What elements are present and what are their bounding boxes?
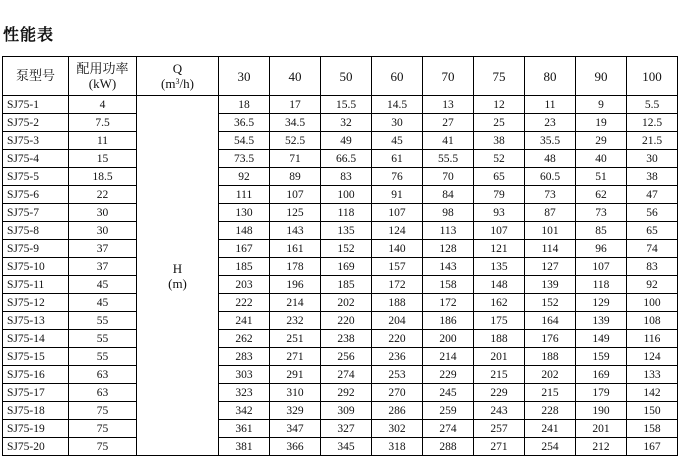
head-value-cell: 228 [525, 402, 576, 420]
head-value-cell: 274 [423, 420, 474, 438]
table-row [3, 294, 678, 312]
head-value-cell: 202 [321, 294, 372, 312]
power-cell: 18.5 [69, 168, 137, 186]
head-value-cell: 98 [423, 204, 474, 222]
head-value-cell: 176 [525, 330, 576, 348]
power-cell: 55 [69, 312, 137, 330]
model-cell: SJ75-6 [3, 186, 69, 204]
head-value-cell: 83 [321, 168, 372, 186]
head-value-cell: 118 [321, 204, 372, 222]
head-value-cell: 127 [525, 258, 576, 276]
head-value-cell: 65 [627, 222, 678, 240]
power-cell: 30 [69, 204, 137, 222]
head-unit: (m) [168, 275, 187, 291]
head-value-cell: 85 [576, 222, 627, 240]
head-value-cell: 190 [576, 402, 627, 420]
head-value-cell: 135 [474, 258, 525, 276]
model-cell: SJ75-18 [3, 402, 69, 420]
model-cell: SJ75-14 [3, 330, 69, 348]
header-flow-value: 60 [372, 57, 423, 96]
head-value-cell: 309 [321, 402, 372, 420]
head-value-cell: 318 [372, 438, 423, 456]
head-value-cell: 73 [576, 204, 627, 222]
head-value-cell: 12.5 [627, 114, 678, 132]
head-value-cell: 220 [321, 312, 372, 330]
head-value-cell: 54.5 [219, 132, 270, 150]
table-row [3, 132, 678, 150]
head-value-cell: 51 [576, 168, 627, 186]
model-cell: SJ75-1 [3, 96, 69, 114]
head-value-cell: 220 [372, 330, 423, 348]
head-value-cell: 107 [474, 222, 525, 240]
table-row [3, 96, 678, 114]
head-value-cell: 179 [576, 384, 627, 402]
head-value-cell: 47 [627, 186, 678, 204]
head-value-cell: 35.5 [525, 132, 576, 150]
table-row [3, 150, 678, 168]
head-value-cell: 143 [270, 222, 321, 240]
head-value-cell: 164 [525, 312, 576, 330]
head-value-cell: 19 [576, 114, 627, 132]
head-value-cell: 12 [474, 96, 525, 114]
table-row [3, 384, 678, 402]
head-value-cell: 111 [219, 186, 270, 204]
table-row [3, 402, 678, 420]
head-value-cell: 172 [423, 294, 474, 312]
head-value-cell: 25 [474, 114, 525, 132]
header-flow-value: 30 [219, 57, 270, 96]
head-value-cell: 93 [474, 204, 525, 222]
head-value-cell: 45 [372, 132, 423, 150]
head-value-cell: 49 [321, 132, 372, 150]
head-value-cell: 140 [372, 240, 423, 258]
head-value-cell: 41 [423, 132, 474, 150]
head-value-cell: 124 [627, 348, 678, 366]
head-value-cell: 241 [525, 420, 576, 438]
head-value-cell: 188 [525, 348, 576, 366]
head-value-cell: 254 [525, 438, 576, 456]
model-cell: SJ75-2 [3, 114, 69, 132]
head-value-cell: 303 [219, 366, 270, 384]
header-flow-unit: $(m^3/h)$ [161, 76, 194, 91]
head-value-cell: 271 [270, 348, 321, 366]
head-value-cell: 152 [525, 294, 576, 312]
head-value-cell: 152 [321, 240, 372, 258]
head-value-cell: 148 [474, 276, 525, 294]
head-value-cell: 70 [423, 168, 474, 186]
head-value-cell: 96 [576, 240, 627, 258]
head-value-cell: 71 [270, 150, 321, 168]
model-cell: SJ75-9 [3, 240, 69, 258]
head-value-cell: 323 [219, 384, 270, 402]
table-row [3, 168, 678, 186]
head-value-cell: 186 [423, 312, 474, 330]
head-value-cell: 288 [423, 438, 474, 456]
head-value-cell: 21.5 [627, 132, 678, 150]
head-value-cell: 121 [474, 240, 525, 258]
head-value-cell: 201 [576, 420, 627, 438]
header-power [69, 57, 137, 96]
head-value-cell: 55.5 [423, 150, 474, 168]
head-value-cell: 271 [474, 438, 525, 456]
head-value-cell: 203 [219, 276, 270, 294]
head-value-cell: 65 [474, 168, 525, 186]
power-cell: 63 [69, 384, 137, 402]
power-cell: 55 [69, 330, 137, 348]
head-value-cell: 23 [525, 114, 576, 132]
power-cell: 75 [69, 438, 137, 456]
head-value-cell: 27 [423, 114, 474, 132]
model-cell: SJ75-4 [3, 150, 69, 168]
head-value-cell: 292 [321, 384, 372, 402]
head-value-cell: 361 [219, 420, 270, 438]
head-value-cell: 291 [270, 366, 321, 384]
head-value-cell: 148 [219, 222, 270, 240]
model-cell: SJ75-3 [3, 132, 69, 150]
table-row [3, 186, 678, 204]
head-value-cell: 345 [321, 438, 372, 456]
head-value-cell: 172 [372, 276, 423, 294]
header-flow-value: 70 [423, 57, 474, 96]
head-value-cell: 11 [525, 96, 576, 114]
head-value-cell: 342 [219, 402, 270, 420]
power-cell: 55 [69, 348, 137, 366]
power-cell: 11 [69, 132, 137, 150]
head-value-cell: 196 [270, 276, 321, 294]
head-value-cell: 167 [219, 240, 270, 258]
header-flow [137, 57, 219, 96]
power-cell: 75 [69, 402, 137, 420]
head-value-cell: 48 [525, 150, 576, 168]
head-value-cell: 169 [576, 366, 627, 384]
head-value-cell: 15.5 [321, 96, 372, 114]
head-value-cell: 259 [423, 402, 474, 420]
head-value-cell: 143 [423, 258, 474, 276]
head-value-cell: 212 [576, 438, 627, 456]
head-value-cell: 128 [423, 240, 474, 258]
head-value-cell: 251 [270, 330, 321, 348]
head-value-cell: 18 [219, 96, 270, 114]
head-value-cell: 83 [627, 258, 678, 276]
model-cell: SJ75-7 [3, 204, 69, 222]
head-value-cell: 129 [576, 294, 627, 312]
power-cell: 63 [69, 366, 137, 384]
head-value-cell: 178 [270, 258, 321, 276]
head-value-cell: 89 [270, 168, 321, 186]
head-value-cell: 30 [372, 114, 423, 132]
table-row [3, 204, 678, 222]
head-value-cell: 61 [372, 150, 423, 168]
head-value-cell: 135 [321, 222, 372, 240]
head-value-cell: 159 [576, 348, 627, 366]
table-row [3, 276, 678, 294]
head-value-cell: 257 [474, 420, 525, 438]
power-cell: 45 [69, 276, 137, 294]
table-row [3, 258, 678, 276]
table-row [3, 330, 678, 348]
head-value-cell: 238 [321, 330, 372, 348]
head-value-cell: 185 [321, 276, 372, 294]
table-row [3, 438, 678, 456]
head-value-cell: 283 [219, 348, 270, 366]
head-value-cell: 150 [627, 402, 678, 420]
head-value-cell: 347 [270, 420, 321, 438]
head-value-cell: 229 [474, 384, 525, 402]
head-value-cell: 114 [525, 240, 576, 258]
head-value-cell: 62 [576, 186, 627, 204]
head-label: H [172, 260, 183, 276]
head-value-cell: 329 [270, 402, 321, 420]
head-value-cell: 100 [321, 186, 372, 204]
head-value-cell: 286 [372, 402, 423, 420]
head-value-cell: 73.5 [219, 150, 270, 168]
header-flow-value: 90 [576, 57, 627, 96]
head-value-cell: 167 [627, 438, 678, 456]
head-value-cell: 139 [576, 312, 627, 330]
power-cell: 7.5 [69, 114, 137, 132]
head-value-cell: 185 [219, 258, 270, 276]
head-value-cell: 253 [372, 366, 423, 384]
header-power-unit: (kW) [88, 76, 117, 91]
power-cell: 4 [69, 96, 137, 114]
head-value-cell: 56 [627, 204, 678, 222]
head-value-cell: 79 [474, 186, 525, 204]
head-value-cell: 38 [474, 132, 525, 150]
power-cell: 22 [69, 186, 137, 204]
power-cell: 75 [69, 420, 137, 438]
head-value-cell: 149 [576, 330, 627, 348]
head-value-cell: 60.5 [525, 168, 576, 186]
head-value-cell: 381 [219, 438, 270, 456]
table-row [3, 240, 678, 258]
head-value-cell: 204 [372, 312, 423, 330]
head-value-cell: 243 [474, 402, 525, 420]
head-value-cell: 241 [219, 312, 270, 330]
head-value-cell: 101 [525, 222, 576, 240]
power-cell: 37 [69, 258, 137, 276]
power-cell: 37 [69, 240, 137, 258]
head-value-cell: 116 [627, 330, 678, 348]
power-cell: 15 [69, 150, 137, 168]
header-flow-value: 50 [321, 57, 372, 96]
head-value-cell: 162 [474, 294, 525, 312]
head-value-cell: 256 [321, 348, 372, 366]
page-title: 性能表 [3, 25, 55, 44]
head-value-cell: 175 [474, 312, 525, 330]
header-power-label: 配用功率 [76, 61, 129, 76]
head-value-cell: 52.5 [270, 132, 321, 150]
power-cell: 30 [69, 222, 137, 240]
head-value-cell: 108 [627, 312, 678, 330]
head-value-cell: 229 [423, 366, 474, 384]
head-value-cell: 52 [474, 150, 525, 168]
model-cell: SJ75-17 [3, 384, 69, 402]
table-row [3, 114, 678, 132]
model-cell: SJ75-12 [3, 294, 69, 312]
header-row [3, 57, 678, 96]
model-cell: SJ75-20 [3, 438, 69, 456]
head-value-cell: 133 [627, 366, 678, 384]
head-value-cell: 169 [321, 258, 372, 276]
head-value-cell: 201 [474, 348, 525, 366]
head-axis-label [137, 96, 219, 456]
model-cell: SJ75-16 [3, 366, 69, 384]
head-value-cell: 14.5 [372, 96, 423, 114]
table-row [3, 348, 678, 366]
head-value-cell: 107 [270, 186, 321, 204]
head-value-cell: 84 [423, 186, 474, 204]
table-row [3, 420, 678, 438]
head-value-cell: 40 [576, 150, 627, 168]
head-value-cell: 107 [372, 204, 423, 222]
head-value-cell: 5.5 [627, 96, 678, 114]
head-value-cell: 17 [270, 96, 321, 114]
head-value-cell: 32 [321, 114, 372, 132]
head-value-cell: 302 [372, 420, 423, 438]
head-value-cell: 9 [576, 96, 627, 114]
performance-table [2, 56, 678, 456]
head-value-cell: 66.5 [321, 150, 372, 168]
head-value-cell: 215 [474, 366, 525, 384]
head-value-cell: 157 [372, 258, 423, 276]
header-flow-value: 40 [270, 57, 321, 96]
head-value-cell: 161 [270, 240, 321, 258]
head-value-cell: 30 [627, 150, 678, 168]
head-value-cell: 113 [423, 222, 474, 240]
head-value-cell: 366 [270, 438, 321, 456]
header-flow-value: 75 [474, 57, 525, 96]
head-value-cell: 188 [372, 294, 423, 312]
head-value-cell: 130 [219, 204, 270, 222]
model-cell: SJ75-19 [3, 420, 69, 438]
head-value-cell: 118 [576, 276, 627, 294]
head-value-cell: 29 [576, 132, 627, 150]
head-value-cell: 310 [270, 384, 321, 402]
head-value-cell: 214 [423, 348, 474, 366]
head-value-cell: 124 [372, 222, 423, 240]
head-value-cell: 107 [576, 258, 627, 276]
head-value-cell: 92 [219, 168, 270, 186]
header-flow-label: Q [172, 61, 183, 76]
head-value-cell: 142 [627, 384, 678, 402]
head-value-cell: 232 [270, 312, 321, 330]
head-value-cell: 245 [423, 384, 474, 402]
header-flow-value: 100 [627, 57, 678, 96]
head-value-cell: 91 [372, 186, 423, 204]
header-flow-value: 80 [525, 57, 576, 96]
head-value-cell: 74 [627, 240, 678, 258]
table-row [3, 366, 678, 384]
head-value-cell: 215 [525, 384, 576, 402]
model-cell: SJ75-15 [3, 348, 69, 366]
head-value-cell: 125 [270, 204, 321, 222]
model-cell: SJ75-5 [3, 168, 69, 186]
head-value-cell: 36.5 [219, 114, 270, 132]
head-value-cell: 34.5 [270, 114, 321, 132]
head-value-cell: 222 [219, 294, 270, 312]
head-value-cell: 327 [321, 420, 372, 438]
model-cell: SJ75-8 [3, 222, 69, 240]
head-value-cell: 87 [525, 204, 576, 222]
head-value-cell: 76 [372, 168, 423, 186]
head-value-cell: 214 [270, 294, 321, 312]
head-value-cell: 92 [627, 276, 678, 294]
head-value-cell: 236 [372, 348, 423, 366]
head-value-cell: 13 [423, 96, 474, 114]
head-value-cell: 262 [219, 330, 270, 348]
head-value-cell: 38 [627, 168, 678, 186]
head-value-cell: 139 [525, 276, 576, 294]
model-cell: SJ75-11 [3, 276, 69, 294]
head-value-cell: 73 [525, 186, 576, 204]
head-value-cell: 202 [525, 366, 576, 384]
power-cell: 45 [69, 294, 137, 312]
table-row [3, 312, 678, 330]
head-value-cell: 158 [627, 420, 678, 438]
model-cell: SJ75-10 [3, 258, 69, 276]
table-row [3, 222, 678, 240]
head-value-cell: 100 [627, 294, 678, 312]
head-value-cell: 270 [372, 384, 423, 402]
head-value-cell: 200 [423, 330, 474, 348]
head-value-cell: 158 [423, 276, 474, 294]
head-value-cell: 188 [474, 330, 525, 348]
header-model: 泵型号 [3, 57, 69, 96]
model-cell: SJ75-13 [3, 312, 69, 330]
head-value-cell: 274 [321, 366, 372, 384]
